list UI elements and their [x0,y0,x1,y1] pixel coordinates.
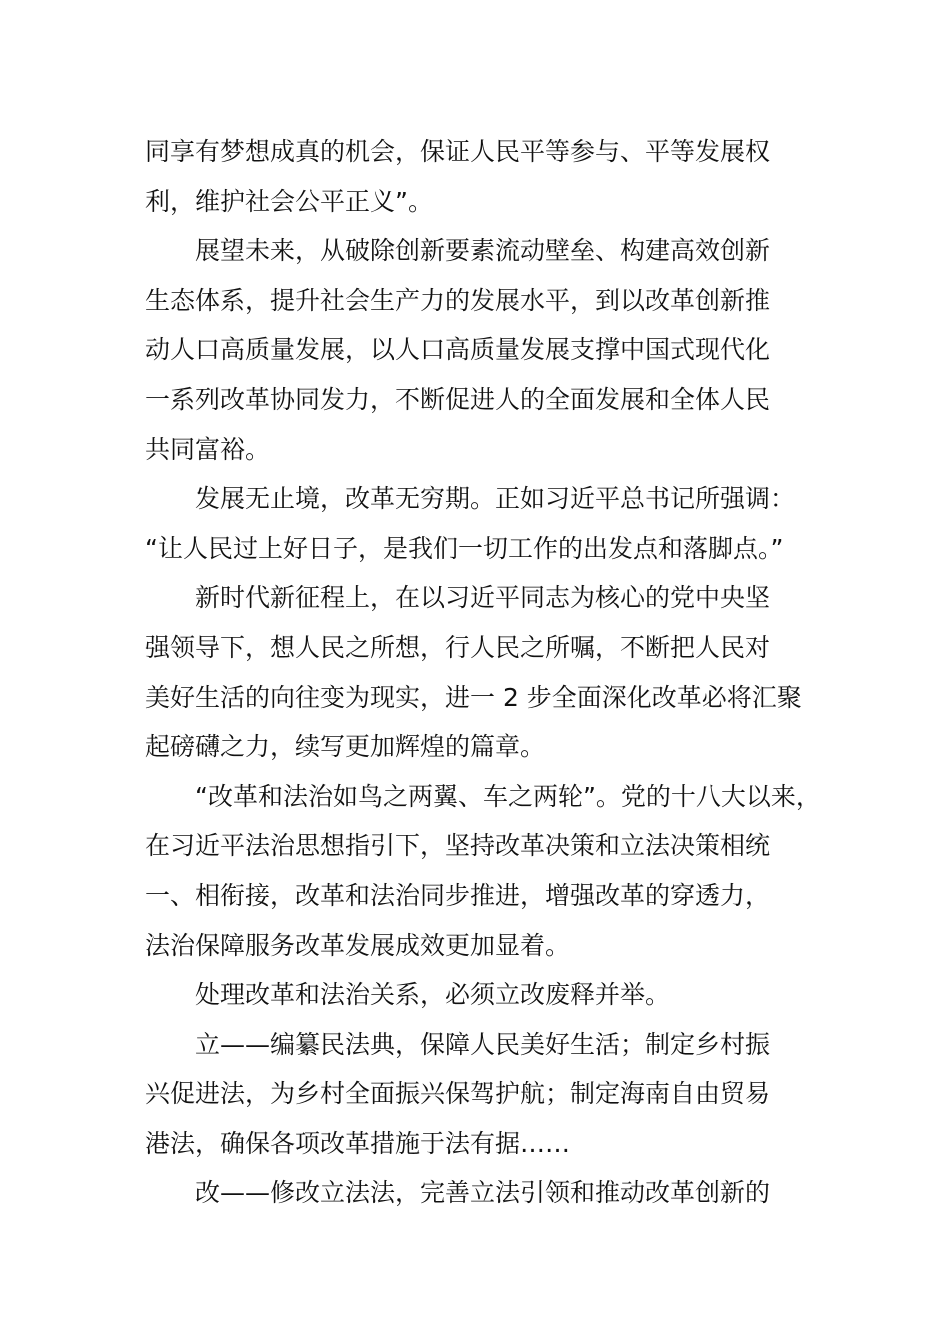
text-line: 强领导下，想人民之所想，行人民之所嘱，不断把人民对 [145,632,771,662]
paragraph-start-line: 立——编纂民法典，保障人民美好生活；制定乡村振 [195,1029,771,1059]
text-line: “让人民过上好日子，是我们一切工作的出发点和落脚点。” [145,533,784,563]
text-line: 兴促进法，为乡村全面振兴保驾护航；制定海南自由贸易 [145,1079,771,1109]
text-line: 一系列改革协同发力，不断促进人的全面发展和全体人民 [145,384,771,414]
paragraph-start-line: 处理改革和法治关系，必须立改废释并举。 [195,980,671,1010]
text-line: 共同富裕。 [145,434,271,464]
text-line: 起磅礴之力，续写更加辉煌的篇章。 [145,732,546,762]
text-line: 美好生活的向往变为现实，进一 2 步全面深化改革必将汇聚 [145,682,802,712]
text-line: 动人口高质量发展，以人口高质量发展支撑中国式现代化 [145,335,771,365]
document-body [145,127,835,1218]
text-line: 港法，确保各项改革措施于法有据…… [145,1128,571,1158]
text-line: 生态体系，提升社会生产力的发展水平，到以改革创新推 [145,285,771,315]
text-line: 法治保障服务改革发展成效更加显着。 [145,930,571,960]
text-line: 同享有梦想成真的机会，保证人民平等参与、平等发展权 [145,137,771,166]
paragraph-start-line: 新时代新征程上，在以习近平同志为核心的党中央坚 [195,583,771,613]
paragraph-start-line: 改——修改立法法，完善立法引领和推动改革创新的 [195,1178,771,1208]
text-line: 利，维护社会公平正义”。 [145,186,433,216]
paragraph-start-line: 展望未来，从破除创新要素流动壁垒、构建高效创新 [195,236,771,266]
text-line: 一、相衔接，改革和法治同步推进，增强改革的穿透力， [145,880,771,910]
paragraph-start-line: “改革和法治如鸟之两翼、车之两轮”。党的十八大以来， [195,781,821,811]
paragraph-start-line: 发展无止境，改革无穷期。正如习近平总书记所强调： [195,484,796,514]
text-line: 在习近平法治思想指引下，坚持改革决策和立法决策相统 [145,831,771,861]
